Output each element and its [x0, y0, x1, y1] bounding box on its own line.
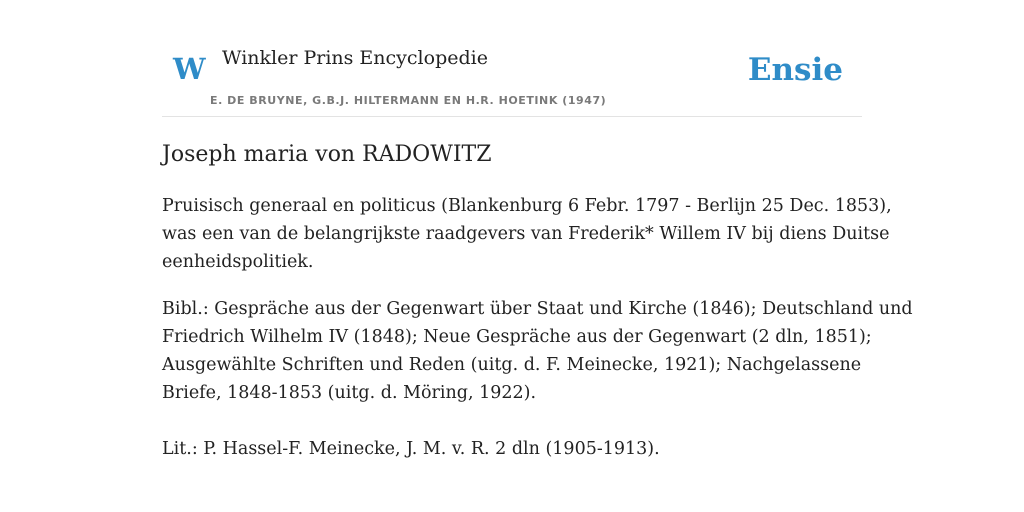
bibliography-line: Ausgewählte Schriften und Reden (uitg. d. F. Meinecke, 1921); Nachgelassene	[162, 355, 862, 375]
bibliography-line: Bibl.: Gespräche aus der Gegenwart über Staat und Kirche (1846); Deutschland und	[162, 299, 913, 319]
entry-content	[162, 138, 913, 463]
logo-w-icon[interactable]: W	[173, 52, 206, 86]
entry-title: Joseph maria von RADOWITZ	[162, 142, 492, 167]
entry-description	[162, 192, 892, 276]
bibliography-line: Friedrich Wilhelm IV (1848); Neue Gespräche aus der Gegenwart (2 dln, 1851);	[162, 327, 872, 347]
description-line: Pruisisch generaal en politicus (Blankenburg 6 Febr. 1797 - Berlijn 25 Dec. 1853),	[162, 196, 892, 216]
entry-literature: Lit.: P. Hassel-F. Meinecke, J. M. v. R. 2 dln (1905-1913).	[162, 439, 660, 459]
description-line: eenheidspolitiek.	[162, 252, 314, 272]
site-header	[162, 0, 862, 117]
bibliography-line: Briefe, 1848-1853 (uitg. d. Möring, 1922).	[162, 383, 537, 403]
description-line: was een van de belangrijkste raadgevers van Frederik* Willem IV bij diens Duitse	[162, 224, 890, 244]
authors-line: E. DE BRUYNE, G.B.J. HILTERMANN EN H.R. HOETINK (1947)	[210, 94, 607, 107]
site-title[interactable]: Winkler Prins Encyclopedie	[222, 47, 488, 69]
entry-bibliography	[162, 295, 913, 407]
ensie-logo[interactable]: Ensie	[747, 52, 843, 88]
